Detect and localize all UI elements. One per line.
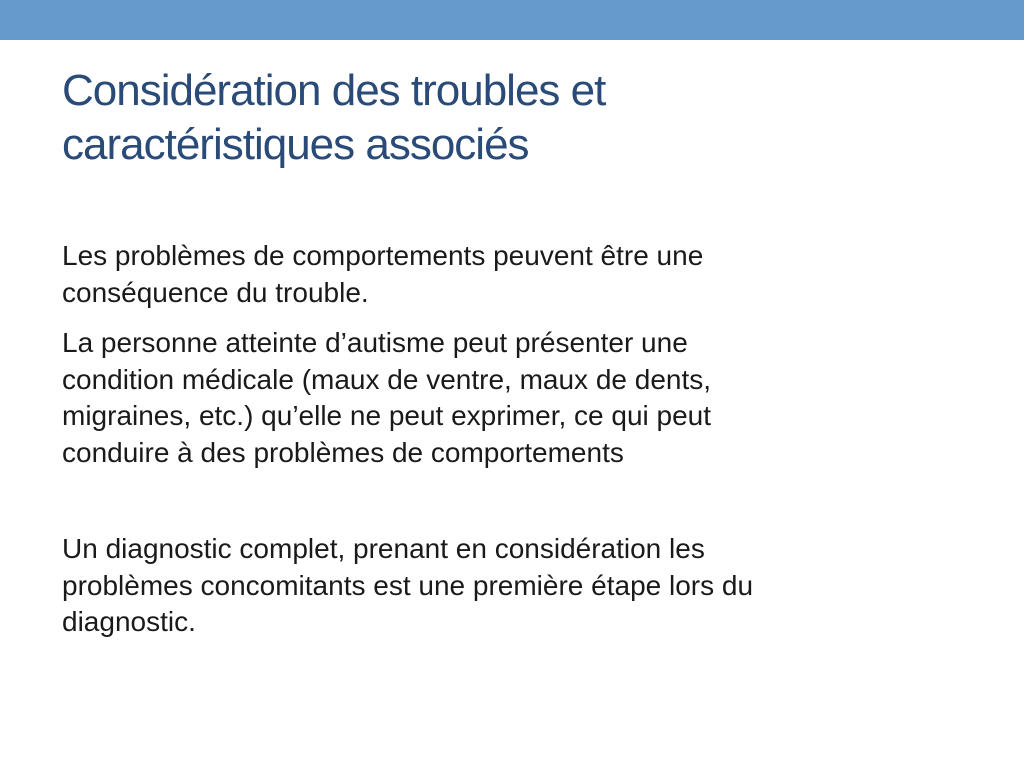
- paragraph-behavior-consequence: [62, 238, 962, 311]
- slide-body: [62, 238, 962, 641]
- paragraph-line: migraines, etc.) qu’elle ne peut exprimer, ce qui peut: [62, 400, 712, 431]
- paragraph-medical-condition: [62, 325, 962, 471]
- slide-title: [62, 64, 962, 172]
- paragraph-line: Les problèmes de comportements peuvent être une: [62, 240, 704, 271]
- paragraph-line: problèmes concomitants est une première étape lors du: [62, 569, 754, 601]
- paragraph-line: conséquence du trouble.: [62, 276, 369, 308]
- paragraph-diagnostic: [62, 531, 962, 641]
- paragraph-line: diagnostic.: [62, 606, 196, 637]
- paragraph-line: condition médicale (maux de ventre, maux de dents,: [62, 363, 712, 395]
- slide-title-line: Considération des troubles et: [62, 66, 606, 115]
- paragraph-line: Un diagnostic complet, prenant en considération les: [62, 533, 705, 564]
- top-accent-bar: [0, 0, 1024, 40]
- paragraph-line: La personne atteinte d’autisme peut présenter une: [62, 327, 688, 358]
- paragraph-line: conduire à des problèmes de comportements: [62, 436, 624, 468]
- slide-title-line: caractéristiques associés: [62, 120, 529, 169]
